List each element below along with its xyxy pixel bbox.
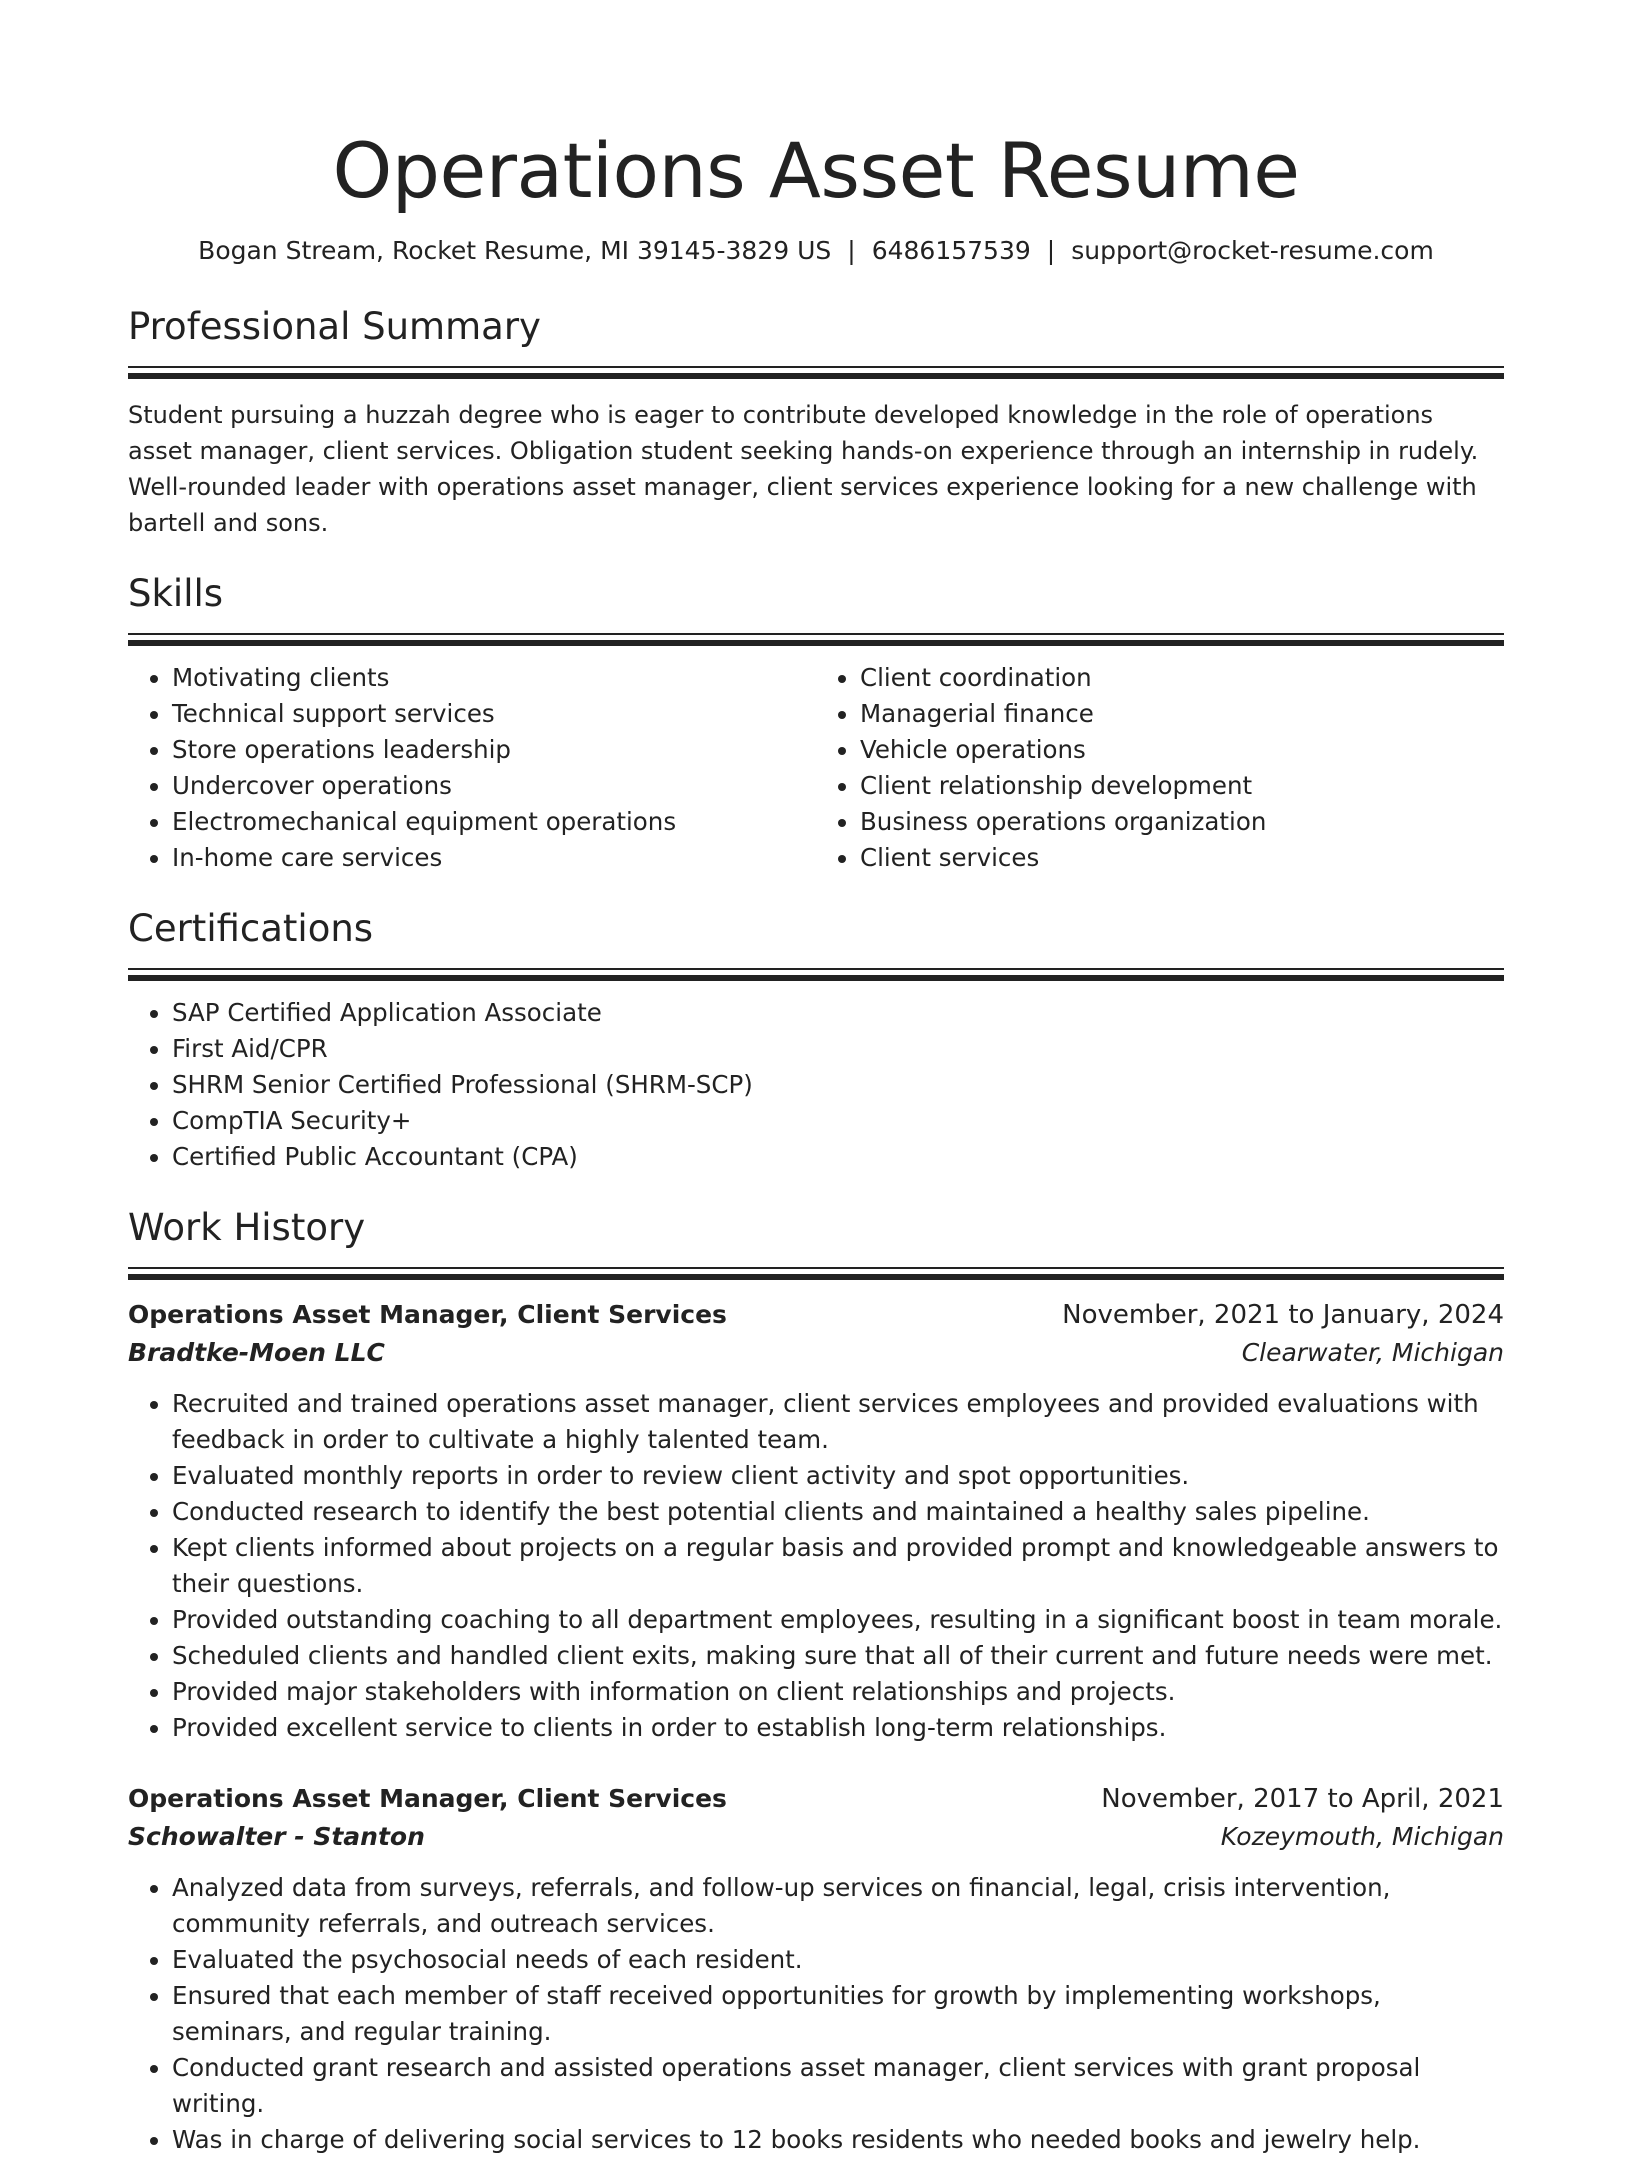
skill-item: • Client services bbox=[860, 840, 1504, 876]
job-subheader-row bbox=[128, 1334, 1504, 1372]
section-divider bbox=[128, 366, 1504, 368]
skill-item: • Electromechanical equipment operations bbox=[172, 804, 816, 840]
job-dates: November, 2017 to April, 2021 bbox=[1101, 1784, 1504, 1814]
job-bullet: • Provided outstanding coaching to all department employees, resulting in a significant boost in team morale. bbox=[172, 1602, 1504, 1638]
certifications-section bbox=[128, 906, 1504, 1175]
section-divider-thick bbox=[128, 373, 1504, 379]
job-bullet: • Conducted research to identify the best potential clients and maintained a healthy sales pipeline. bbox=[172, 1494, 1504, 1530]
job-bullets bbox=[128, 1386, 1504, 1746]
job-bullets bbox=[128, 1870, 1504, 2158]
skills-list-right bbox=[816, 660, 1504, 876]
contact-line bbox=[128, 234, 1504, 268]
skill-item: • Motivating clients bbox=[172, 660, 816, 696]
section-heading: Work History bbox=[128, 1206, 366, 1249]
skill-item: • Client relationship development bbox=[860, 768, 1504, 804]
job-bullet: • Was in charge of delivering social services to 12 books residents who needed books and jewelry help. bbox=[172, 2122, 1504, 2158]
job-bullet: • Kept clients informed about projects on a regular basis and provided prompt and knowledgeable answers to their questions. bbox=[172, 1530, 1504, 1602]
skill-item: • Client coordination bbox=[860, 660, 1504, 696]
section-heading: Certifications bbox=[128, 907, 374, 950]
section-divider-thick bbox=[128, 640, 1504, 646]
summary-text: Student pursuing a huzzah degree who is eager to contribute developed knowledge in the role of operations asset manager, client services. Obligation student seeking hands-on experience through an internship in rudely. Well-rounded leader with operations asset manager, client services experience looking for a new challenge with bartell and sons. bbox=[128, 401, 1479, 537]
job-dates: November, 2021 to January, 2024 bbox=[1062, 1300, 1504, 1330]
section-heading: Skills bbox=[128, 572, 224, 615]
contact-email: support@rocket-resume.com bbox=[1071, 236, 1434, 265]
job-company: Schowalter - Stanton bbox=[128, 1822, 425, 1851]
job-location: Kozeymouth, Michigan bbox=[1220, 1822, 1504, 1851]
job-entry bbox=[128, 1780, 1504, 2158]
section-heading: Professional Summary bbox=[128, 305, 541, 348]
contact-address: Bogan Stream, Rocket Resume, MI 39145-3829 US bbox=[198, 236, 832, 265]
job-bullet: • Analyzed data from surveys, referrals, and follow-up services on financial, legal, crisis intervention, community referrals, and outreach services. bbox=[172, 1870, 1504, 1942]
section-divider bbox=[128, 968, 1504, 970]
skills-list-left bbox=[128, 660, 816, 876]
summary-section bbox=[128, 304, 1504, 541]
work-history-section bbox=[128, 1205, 1504, 2158]
certification-item: • CompTIA Security+ bbox=[172, 1103, 1504, 1139]
certifications-list bbox=[128, 995, 1504, 1175]
certification-item: • SHRM Senior Certified Professional (SHRM-SCP) bbox=[172, 1067, 1504, 1103]
job-header-row bbox=[128, 1780, 1504, 1818]
job-bullet: • Provided excellent service to clients in order to establish long-term relationships. bbox=[172, 1710, 1504, 1746]
skill-item: • Undercover operations bbox=[172, 768, 816, 804]
section-divider-thick bbox=[128, 1274, 1504, 1280]
job-bullet: • Evaluated the psychosocial needs of each resident. bbox=[172, 1942, 1504, 1978]
skill-item: • Vehicle operations bbox=[860, 732, 1504, 768]
job-subheader-row bbox=[128, 1818, 1504, 1856]
job-entry bbox=[128, 1296, 1504, 1746]
job-header-row bbox=[128, 1296, 1504, 1334]
certification-item: • Certified Public Accountant (CPA) bbox=[172, 1139, 1504, 1175]
skill-item: • Technical support services bbox=[172, 696, 816, 732]
skills-section bbox=[128, 571, 1504, 876]
job-bullet: • Ensured that each member of staff received opportunities for growth by implementing workshops, seminars, and regular training. bbox=[172, 1978, 1504, 2050]
job-bullet: • Conducted grant research and assisted operations asset manager, client services with grant proposal writing. bbox=[172, 2050, 1504, 2122]
contact-phone: 6486157539 bbox=[871, 236, 1031, 265]
skill-item: • Business operations organization bbox=[860, 804, 1504, 840]
certification-item: • SAP Certified Application Associate bbox=[172, 995, 1504, 1031]
skill-item: • Managerial finance bbox=[860, 696, 1504, 732]
section-divider bbox=[128, 1267, 1504, 1269]
job-title: Operations Asset Manager, Client Services bbox=[128, 1300, 727, 1329]
certification-item: • First Aid/CPR bbox=[172, 1031, 1504, 1067]
section-divider bbox=[128, 633, 1504, 635]
section-divider-thick bbox=[128, 975, 1504, 981]
job-company: Bradtke-Moen LLC bbox=[128, 1338, 385, 1367]
skill-item: • In-home care services bbox=[172, 840, 816, 876]
job-location: Clearwater, Michigan bbox=[1241, 1338, 1504, 1367]
contact-separator: | bbox=[847, 236, 856, 265]
job-bullet: • Scheduled clients and handled client exits, making sure that all of their current and future needs were met. bbox=[172, 1638, 1504, 1674]
job-bullet: • Recruited and trained operations asset manager, client services employees and provided evaluations with feedback in order to cultivate a highly talented team. bbox=[172, 1386, 1504, 1458]
job-title: Operations Asset Manager, Client Services bbox=[128, 1784, 727, 1813]
job-bullet: • Evaluated monthly reports in order to review client activity and spot opportunities. bbox=[172, 1458, 1504, 1494]
skills-columns bbox=[128, 660, 1504, 876]
resume-page bbox=[128, 0, 1504, 2158]
skill-item: • Store operations leadership bbox=[172, 732, 816, 768]
contact-separator: | bbox=[1046, 236, 1056, 265]
job-bullet: • Provided major stakeholders with information on client relationships and projects. bbox=[172, 1674, 1504, 1710]
resume-title: Operations Asset Resume bbox=[332, 126, 1300, 215]
